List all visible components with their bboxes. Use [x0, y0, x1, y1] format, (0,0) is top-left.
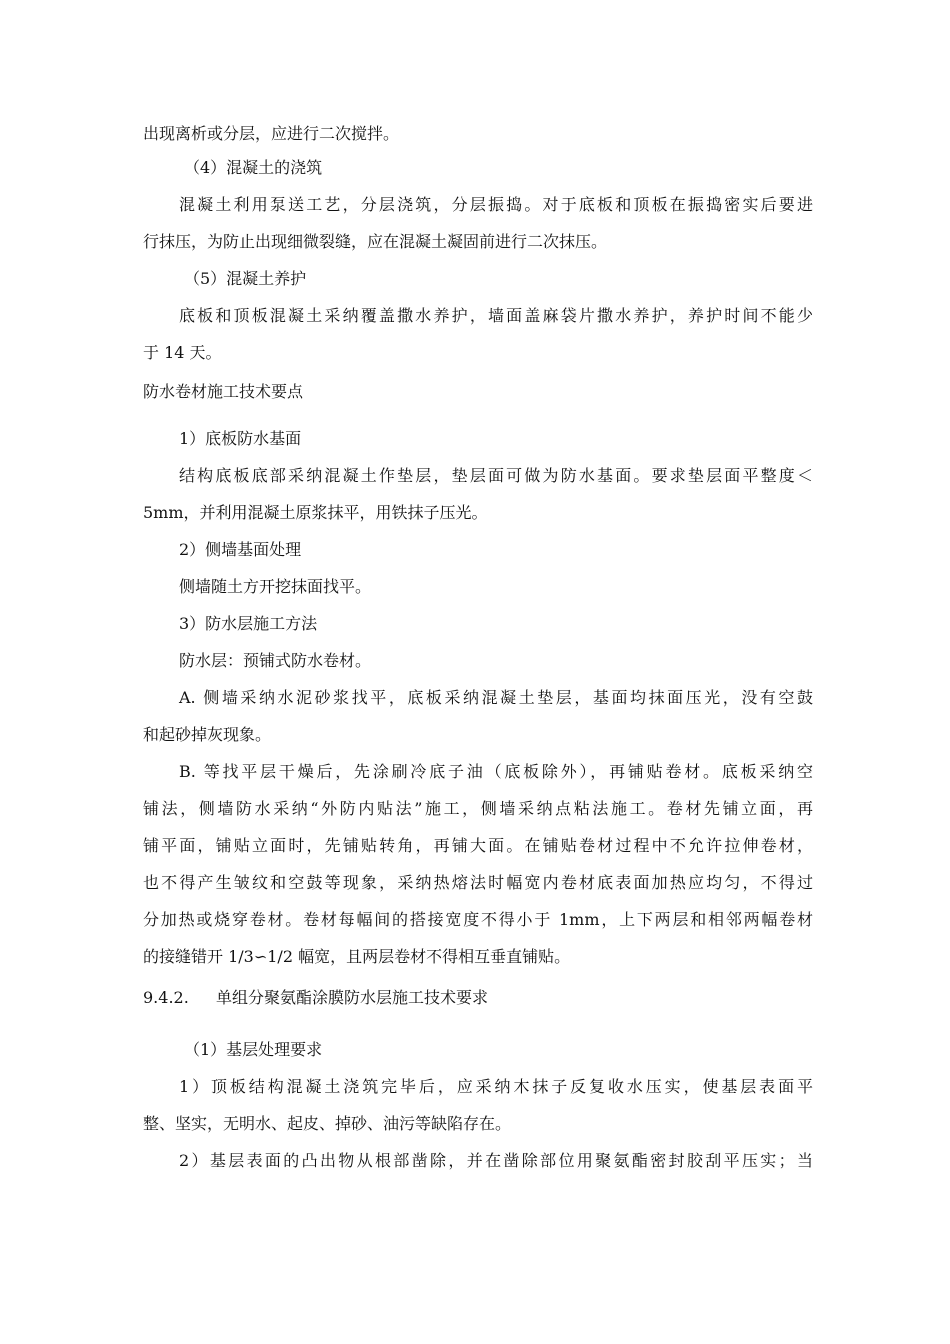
text-line: 的接缝错开 1/3∽1/2 幅宽，且两层卷材不得相互垂直铺贴。: [143, 947, 571, 966]
subheading: （1）基层处理要求: [184, 1040, 323, 1059]
text-line: 底板和顶板混凝土采纳覆盖撒水养护，墙面盖麻袋片撒水养护，养护时间不能少: [179, 306, 813, 325]
subheading: （5）混凝土养护: [184, 269, 307, 288]
text-line: 铺法，侧墙防水采纳“外防内贴法”施工，侧墙采纳点粘法施工。卷材先铺立面，再: [143, 799, 813, 818]
subheading: 1）底板防水基面: [179, 429, 302, 448]
text-line: B. 等找平层干燥后，先涂刷冷底子油（底板除外），再铺贴卷材。底板采纳空: [179, 762, 813, 781]
text-line: 1）顶板结构混凝土浇筑完毕后，应采纳木抹子反复收水压实，使基层表面平: [179, 1077, 813, 1096]
section-heading: 防水卷材施工技术要点: [143, 382, 304, 401]
text-line: 2）基层表面的凸出物从根部凿除，并在凿除部位用聚氨酯密封胶刮平压实；当: [179, 1151, 813, 1170]
text-line: A. 侧墙采纳水泥砂浆找平，底板采纳混凝土垫层，基面均抹面压光，没有空鼓: [179, 688, 813, 707]
text-line: 铺平面，铺贴立面时，先铺贴转角，再铺大面。在铺贴卷材过程中不允许拉伸卷材，: [143, 836, 813, 855]
text-line: 出现离析或分层，应进行二次搅拌。: [143, 124, 400, 143]
text-line: 和起砂掉灰现象。: [143, 725, 272, 744]
subheading: （4）混凝土的浇筑: [184, 158, 323, 177]
subheading: 2）侧墙基面处理: [179, 540, 302, 559]
text-line: 混凝土利用泵送工艺，分层浇筑，分层振捣。对于底板和顶板在振捣密实后要进: [179, 195, 813, 214]
section-title: 单组分聚氨酯涂膜防水层施工技术要求: [216, 988, 489, 1007]
subheading: 3）防水层施工方法: [179, 614, 318, 633]
text-line: 于 14 天。: [143, 343, 222, 362]
text-line: 5mm，并利用混凝土原浆抹平，用铁抹子压光。: [143, 503, 488, 522]
text-line: 防水层：预铺式防水卷材。: [179, 651, 372, 670]
text-line: 行抹压，为防止出现细微裂缝，应在混凝土凝固前进行二次抹压。: [143, 232, 608, 251]
text-line: 也不得产生皱纹和空鼓等现象，采纳热熔法时幅宽内卷材底表面加热应均匀，不得过: [143, 873, 813, 892]
text-line: 结构底板底部采纳混凝土作垫层，垫层面可做为防水基面。要求垫层面平整度＜: [179, 466, 813, 485]
text-line: 整、坚实，无明水、起皮、掉砂、油污等缺陷存在。: [143, 1114, 512, 1133]
section-number: 9.4.2.: [143, 988, 189, 1007]
text-line: 侧墙随土方开挖抹面找平。: [179, 577, 372, 596]
text-line: 分加热或烧穿卷材。卷材每幅间的搭接宽度不得小于 1mm，上下两层和相邻两幅卷材: [143, 910, 813, 929]
